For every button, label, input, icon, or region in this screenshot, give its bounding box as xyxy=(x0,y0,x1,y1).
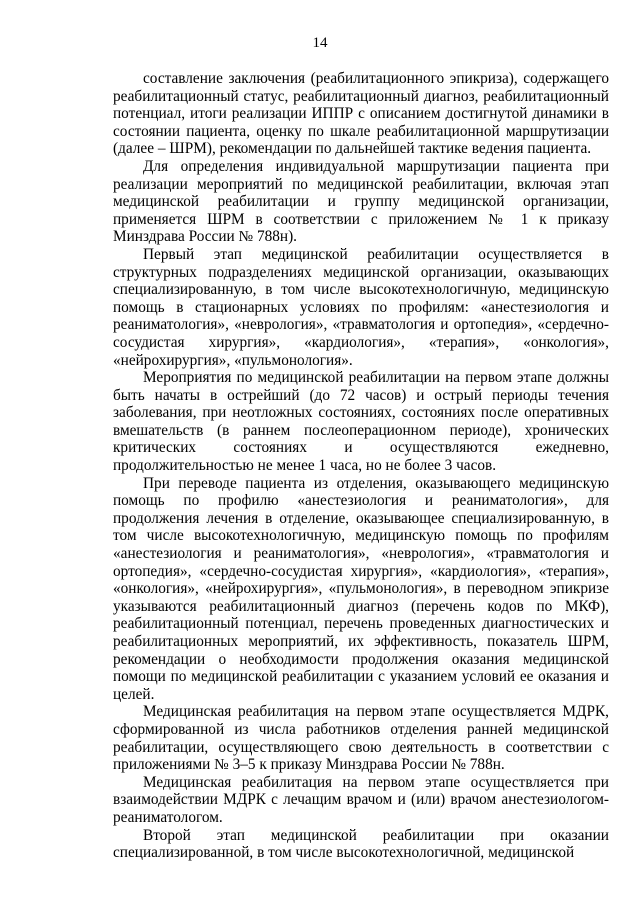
paragraph-rehab-conclusion: составление заключения (реабилитационного эпикриза), содержащего реабилитационный статус, реабилитационный диагноз, реабилитационный потенциал, итоги реализации ИППР с описанием достигнутой динамики в состоянии пациента, оценку по шкале реабилитационной маршрутизации (далее – ШРМ), рекомендации по дальнейшей тактике ведения пациента. xyxy=(113,70,609,158)
document-body xyxy=(113,70,609,862)
page-number: 14 xyxy=(312,35,328,51)
paragraph-patient-transfer: При переводе пациента из отделения, оказывающего медицинскую помощь по профилю «анестезиология и реаниматология», для продолжения лечения в отделение, оказывающее специализированную, в том числе высокотехнологичную, медицинскую помощь по профилям «анестезиология и реаниматология», «неврология», «травматология и ортопедия», «сердечно-сосудистая хирургия», «кардиология», «терапия», «онкология», «нейрохирургия», «пульмонология», в переводном эпикризе указываются реабилитационный диагноз (перечень кодов по МКФ), реабилитационный потенциал, перечень проведенных диагностических и реабилитационных мероприятий, их эффективность, показатель ШРМ, рекомендации о необходимости продолжения оказания медицинской помощи по медицинской реабилитации с указанием условий ее оказания и целей. xyxy=(113,474,609,703)
paragraph-mdrk-interaction: Медицинская реабилитация на первом этапе осуществляется при взаимодействии МДРК с лечащим врачом и (или) врачом анестезиологом-реаниматологом. xyxy=(113,773,609,826)
paragraph-first-stage-timing: Мероприятия по медицинской реабилитации на первом этапе должны быть начаты в острейший (до 72 часов) и острый периоды течения заболевания, при неотложных состояниях, состояниях после оперативных вмешательств (в раннем послеоперационном периоде), хронических критических состояниях и осуществляются ежедневно, продолжительностью не менее 1 часа, но не более 3 часов. xyxy=(113,369,609,475)
paragraph-mdrk-formation: Медицинская реабилитация на первом этапе осуществляется МДРК, сформированной из числа работников отделения ранней медицинской реабилитации, осуществляющего свою деятельность в соответствии с приложениями № 3–5 к приказу Минздрава России № 788н. xyxy=(113,703,609,774)
paragraph-second-stage: Второй этап медицинской реабилитации при оказании специализированной, в том числе высокотехнологичной, медицинской xyxy=(113,826,609,862)
paragraph-first-stage: Первый этап медицинской реабилитации осуществляется в структурных подразделениях медицинской организации, оказывающих специализированную, в том числе высокотехнологичную, медицинскую помощь в стационарных условиях по профилям: «анестезиология и реаниматология», «неврология», «травматология и ортопедия», «сердечно-сосудистая хирургия», «кардиология», «терапия», «онкология», «нейрохирургия», «пульмонология». xyxy=(113,245,609,369)
paragraph-routing-definition: Для определения индивидуальной маршрутизации пациента при реализации мероприятий по медицинской реабилитации, включая этап медицинской реабилитации и группу медицинской организации, применяется ШРМ в соответствии с приложением № 1 к приказу Минздрава России № 788н). xyxy=(113,157,609,246)
